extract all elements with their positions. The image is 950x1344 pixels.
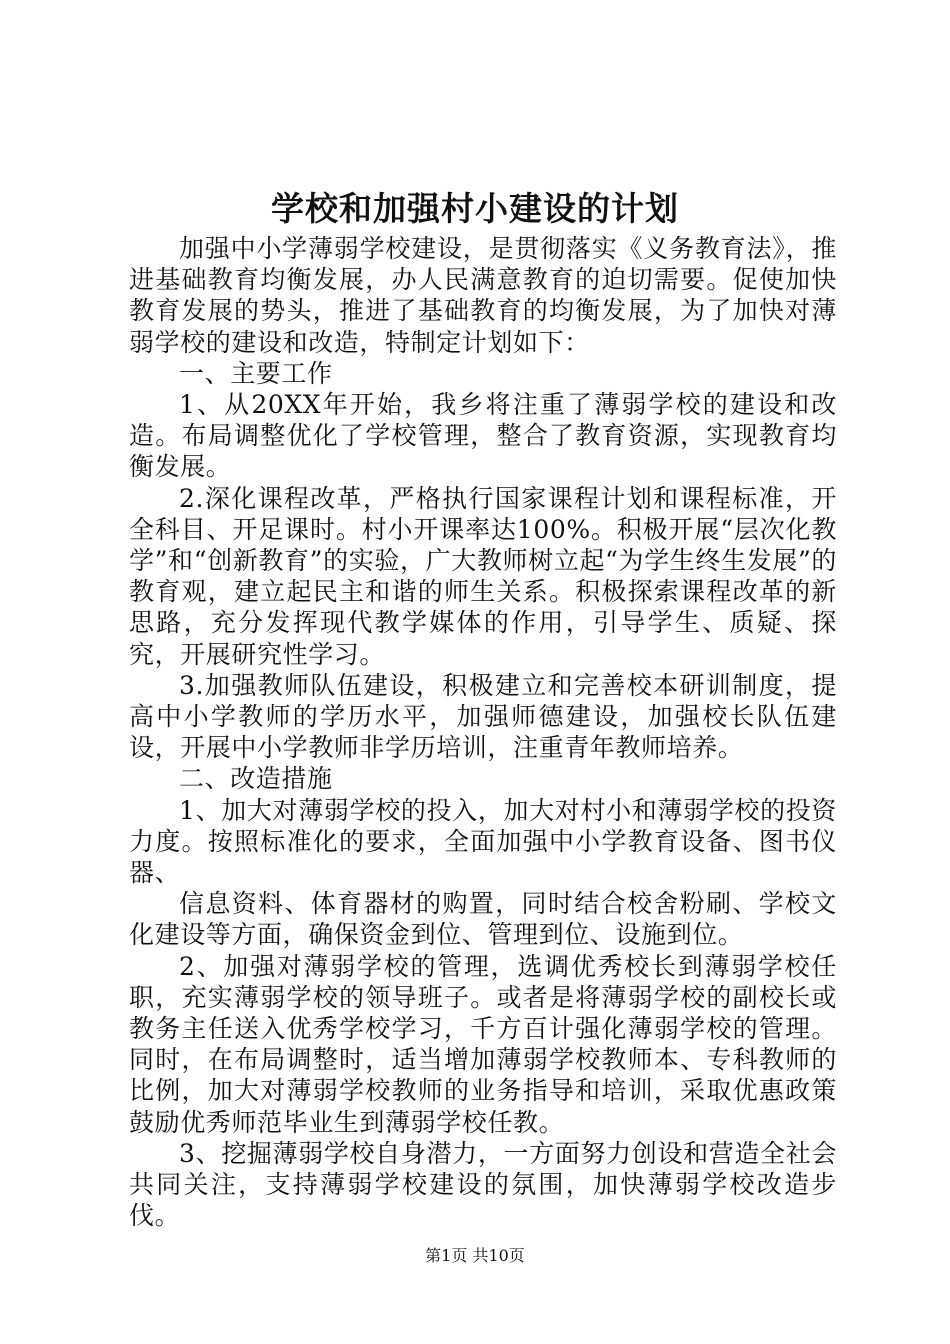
paragraph-main-work-1: 1、从20XX年开始，我乡将注重了薄弱学校的建设和改造。布局调整优化了学校管理，整合了教育资源，实现教育均衡发展。 <box>129 390 837 482</box>
page-footer: 第1页 共10页 <box>425 1246 525 1265</box>
document-body <box>129 233 837 1232</box>
paragraph-main-work-3: 3.加强教师队伍建设，积极建立和完善校本研训制度，提高中小学教师的学历水平，加强师德建设，加强校长队伍建设，开展中小学教师非学历培训，注重青年教师培养。 <box>129 670 837 763</box>
section-heading-measures: 二、改造措施 <box>179 764 333 794</box>
paragraph-measures-1: 1、加大对薄弱学校的投入，加大对村小和薄弱学校的投资力度。按照标准化的要求，全面加强中小学教育设备、图书仪器、 <box>129 795 837 888</box>
paragraph-main-work-2: 2.深化课程改革，严格执行国家课程计划和课程标准，开全科目、开足课时。村小开课率达100%。积极开展“层次化教学”和“创新教育”的实验，广大教师树立起“为学生终生发展”的教育观，建立起民主和谐的师生关系。积极探索课程改革的新思路，充分发挥现代教学媒体的作用，引导学生、质疑、探究，开展研究性学习。 <box>129 483 837 669</box>
document-title: 学校和加强村小建设的计划 <box>271 189 679 228</box>
paragraph-measures-3: 3、挖掘薄弱学校自身潜力，一方面努力创设和营造全社会共同关注，支持薄弱学校建设的氛围，加快薄弱学校改造步伐。 <box>129 1138 837 1231</box>
intro-paragraph: 加强中小学薄弱学校建设，是贯彻落实《义务教育法》，推进基础教育均衡发展，办人民满意教育的迫切需要。促使加快教育发展的势头，推进了基础教育的均衡发展，为了加快对薄弱学校的建设和改造，特制定计划如下： <box>129 234 837 357</box>
paragraph-measures-2: 2、加强对薄弱学校的管理，选调优秀校长到薄弱学校任职，充实薄弱学校的领导班子。或者是将薄弱学校的副校长或教务主任送入优秀学校学习，千方百计强化薄弱学校的管理。同时，在布局调整时，适当增加薄弱学校教师本、专科教师的比例，加大对薄弱学校教师的业务指导和培训，采取优惠政策鼓励优秀师范毕业生到薄弱学校任教。 <box>129 951 837 1137</box>
paragraph-measures-1-cont: 信息资料、体育器材的购置，同时结合校舍粉刷、学校文化建设等方面，确保资金到位、管理到位、设施到位。 <box>129 889 837 950</box>
section-heading-main-work: 一、主要工作 <box>179 358 333 388</box>
